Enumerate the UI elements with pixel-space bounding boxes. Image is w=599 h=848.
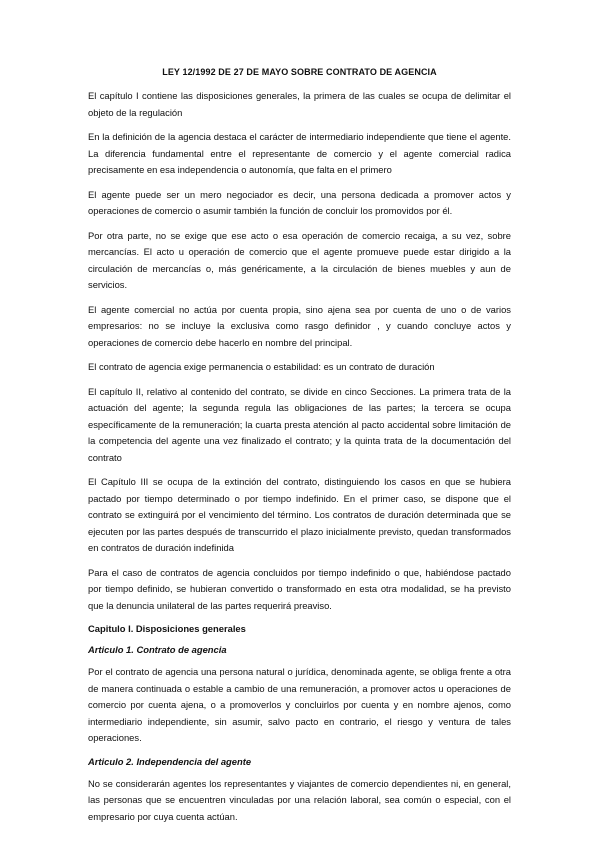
paragraph-agent-negotiator: El agente puede ser un mero negociador es decir, una persona dedicada a promover actos y operaciones de comercio o asumir también la función de concluir los promovidos por él. [88,188,511,216]
chapter-heading: Capitulo I. Disposiciones generales [88,623,246,634]
article-1-text: Por el contrato de agencia una persona natural o jurídica, denominada agente, se obliga frente a otra de manera continuada o estable a cambio de una remuneración, a promover actos u operaciones de comercio por cuenta ajena, o a promoverlos y concluirlos por cuenta y en nombre ajenos, como intermediario independiente, sin asumir, salvo pacto en contrario, el riesgo y ventura de tales operaciones. [88,666,511,743]
paragraph-contract-duration: El contrato de agencia exige permanencia o estabilidad: es un contrato de duración [88,361,435,372]
paragraph-chapter-3: El Capítulo III se ocupa de la extinción del contrato, distinguiendo los casos en que se hubiera pactado por tiempo determinado o por tiempo indefinido. En el primer caso, se dispone que el contrato se extinguirá por el vencimiento del término. Los contratos de duración determinada que se ejecuten por las partes después de transcurrido el plazo inicialmente previsto, quedan transformados en contratos de duración indefinida [88,476,511,553]
paragraph-indefinite-contracts: Para el caso de contratos de agencia concluidos por tiempo indefinido o que, habiéndose pactado por tiempo definido, se hubieran convertido o transformado en esta otra modalidad, se ha previsto que la denuncia unilateral de las partes requerirá preaviso. [88,566,511,611]
article-2-text: No se considerarán agentes los representantes y viajantes de comercio dependientes ni, en general, las personas que se encuentren vinculadas por una relación laboral, sea común o especial, con el empresario por cuya cuenta actúan. [88,777,511,822]
paragraph-commerce-operations: Por otra parte, no se exige que ese acto o esa operación de comercio recaiga, a su vez, sobre mercancías. El acto u operación de comercio que el agente promueve puede estar dirigido a la circulación de mercancías o, más genéricamente, a la circulación de bienes muebles y aun de servicios. [88,229,511,290]
paragraph-chapter-2: El capítulo II, relativo al contenido del contrato, se divide en cinco Secciones. La primera trata de la actuación del agente; la segunda regula las obligaciones de las partes; la tercera se ocupa específicamente de la remuneración; la cuarta presta atención al pacto accidental sobre limitación de la competencia del agente una vez finalizado el contrato; y la quinta trata de la documentación del contrato [88,385,511,463]
article-1-title: Articulo 1. Contrato de agencia [88,644,227,655]
paragraph-chapter-1-intro: El capítulo I contiene las disposiciones generales, la primera de las cuales se ocupa de delimitar el objeto de la regulación [88,90,511,118]
paragraph-agent-account: El agente comercial no actúa por cuenta propia, sino ajena sea por cuenta de uno o de varios empresarios: no se incluye la exclusiva como rasgo definidor , y cuando concluye actos y operaciones de comercio debe hacerlo en nombre del principal. [88,303,511,348]
paragraph-agency-definition: En la definición de la agencia destaca el carácter de intermediario independiente que tiene el agente. La diferencia fundamental entre el representante de comercio y el agente comercial radica precisamente en esa independencia o autonomía, que falta en el primero [88,131,511,175]
article-2-title: Articulo 2. Independencia del agente [88,755,252,767]
document-title: LEY 12/1992 DE 27 DE MAYO SOBRE CONTRATO DE AGENCIA [162,67,437,77]
